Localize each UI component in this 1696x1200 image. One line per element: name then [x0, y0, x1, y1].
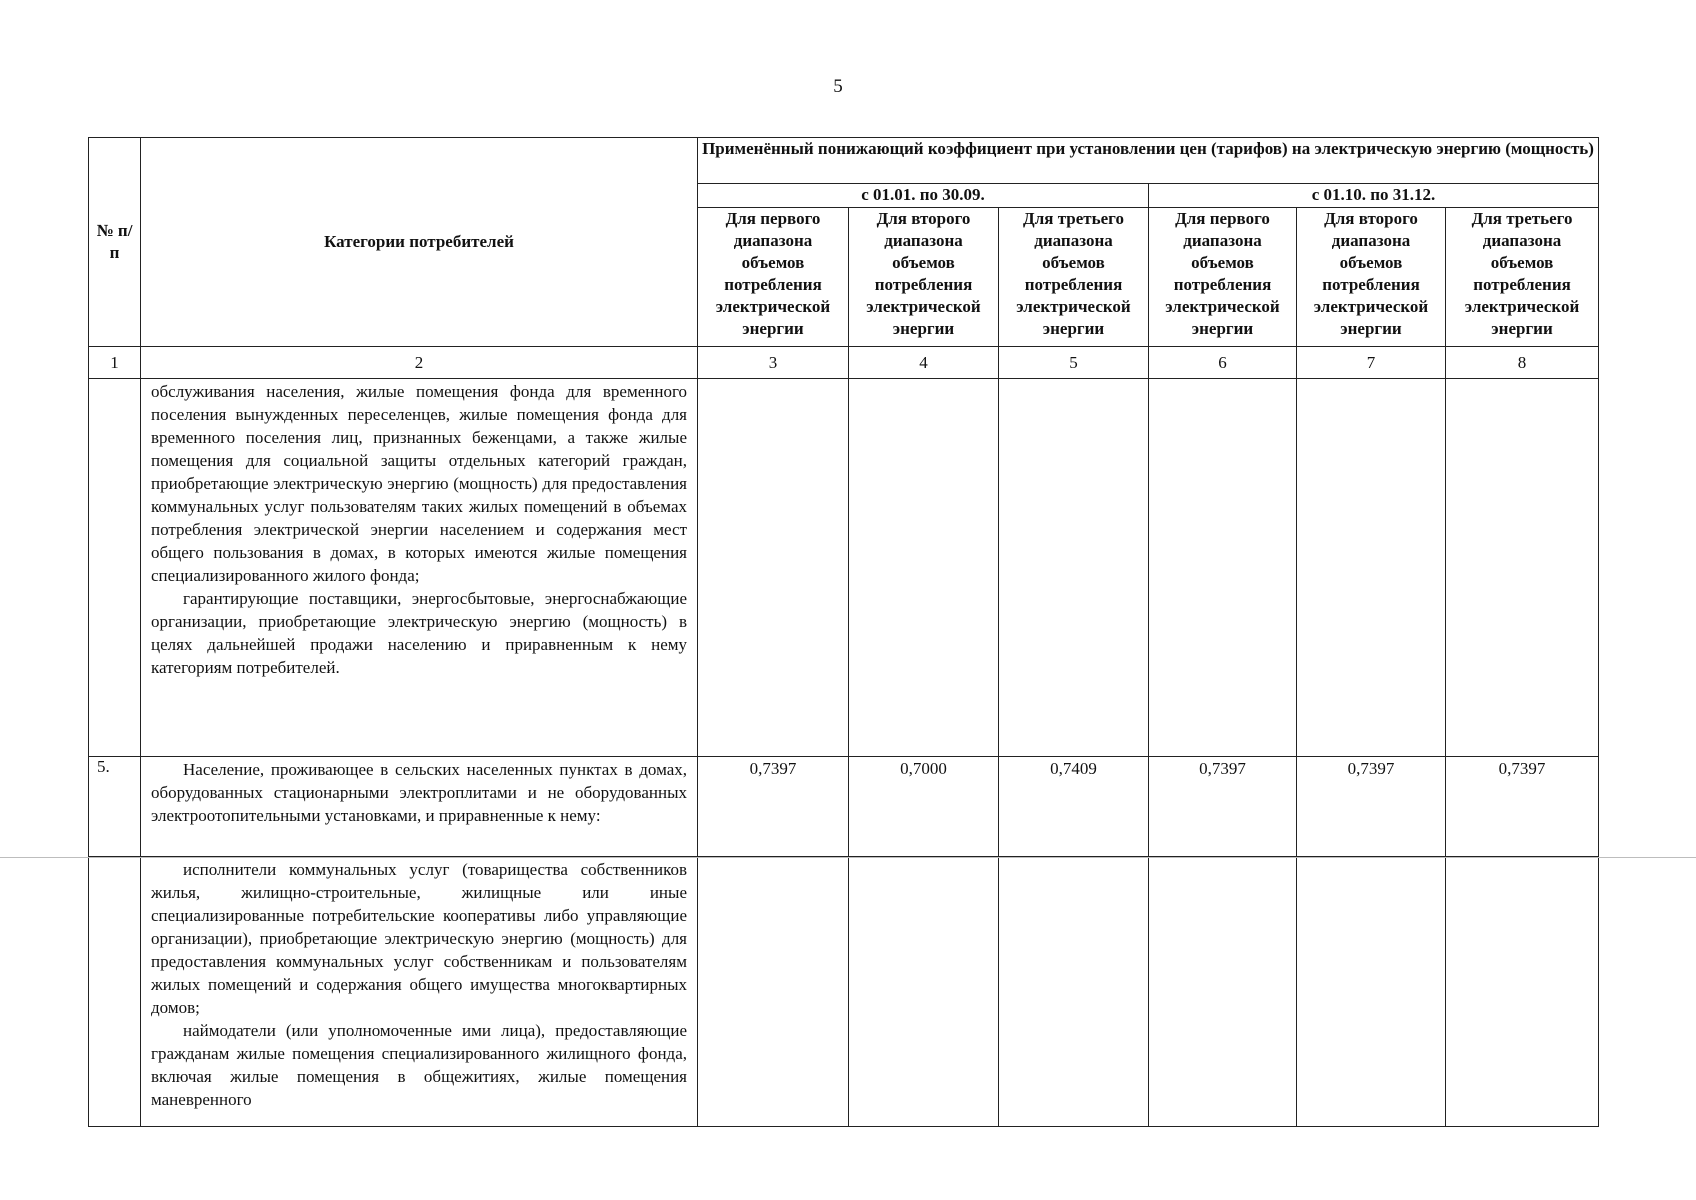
coefficient-cell [849, 857, 999, 1127]
table-row [89, 857, 1599, 1127]
coefficient-cell: 0,7397 [698, 757, 849, 857]
column-number-row [89, 347, 1599, 379]
column-number: 8 [1446, 347, 1599, 379]
category-paragraph: наймодатели (или уполномоченные ими лица), предоставляющие гражданам жилые помещения специализированного жилищного фонда, включая жилые помещения в общежитиях, жилые помещения маневренного [151, 1021, 687, 1109]
header-range-2-p2: Для второго диапазона объемов потребления электрической энергии [1297, 208, 1446, 347]
header-range-3-p2: Для третьего диапазона объемов потребления электрической энергии [1446, 208, 1599, 347]
column-number: 2 [141, 347, 698, 379]
header-range-3-p1: Для третьего диапазона объемов потребления электрической энергии [999, 208, 1149, 347]
page-number: 5 [833, 76, 843, 97]
row-index [89, 379, 141, 757]
coefficient-cell [849, 379, 999, 757]
table-row [89, 757, 1599, 857]
coefficient-cell [999, 857, 1149, 1127]
header-range-2-p1: Для второго диапазона объемов потребления электрической энергии [849, 208, 999, 347]
coefficient-cell: 0,7397 [1297, 757, 1446, 857]
column-number: 4 [849, 347, 999, 379]
column-number: 1 [89, 347, 141, 379]
header-period-2: с 01.10. по 31.12. [1149, 184, 1599, 208]
coefficient-cell [1446, 379, 1599, 757]
category-paragraph: гарантирующие поставщики, энергосбытовые, энергоснабжающие организации, приобретающие электрическую энергию (мощность) в целях дальнейшей продажи населению и приравненным к нему категориям потребителей. [151, 589, 687, 677]
row-category [141, 757, 698, 857]
coefficient-cell: 0,7409 [999, 757, 1149, 857]
scan-artifact-line [0, 857, 1696, 858]
column-number: 6 [1149, 347, 1297, 379]
row-category [141, 857, 698, 1127]
category-paragraph: исполнители коммунальных услуг (товарищества собственников жилья, жилищно-строительные, жилищные или иные специализированные потребительские кооперативы либо управляющие организации), приобретающие электрическую энергию (мощность) для предоставления коммунальных услуг собственникам и пользователям жилых помещений и содержания общего имущества многоквартирных домов; [151, 860, 687, 1017]
category-paragraph: Население, проживающее в сельских населенных пунктах в домах, оборудованных стационарными электроплитами и не оборудованных электроотопительными установками, и приравненные к нему: [151, 760, 687, 825]
header-coefficient-group: Применённый понижающий коэффициент при установлении цен (тарифов) на электрическую энергию (мощность) [698, 138, 1599, 184]
coefficient-cell: 0,7000 [849, 757, 999, 857]
row-index: 5. [89, 757, 141, 857]
coefficient-cell [1149, 857, 1297, 1127]
tariff-coefficient-table [88, 137, 1599, 1127]
coefficient-cell: 0,7397 [1446, 757, 1599, 857]
table-row [89, 379, 1599, 757]
header-index: № п/п [89, 138, 141, 347]
row-category [141, 379, 698, 757]
coefficient-cell [698, 857, 849, 1127]
row-index [89, 857, 141, 1127]
coefficient-cell [999, 379, 1149, 757]
header-period-1: с 01.01. по 30.09. [698, 184, 1149, 208]
category-paragraph: обслуживания населения, жилые помещения фонда для временного поселения вынужденных переселенцев, жилые помещения фонда для временного поселения лиц, признанных беженцами, а также жилые помещения для социальной защиты отдельных категорий граждан, приобретающие электрическую энергию (мощность) для предоставления коммунальных услуг пользователям таких жилых помещений в объемах потребления электрической энергии населением и содержания мест общего пользования в домах, в которых имеются жилые помещения специализированного жилого фонда; [151, 382, 687, 585]
coefficient-cell [698, 379, 849, 757]
header-range-1-p1: Для первого диапазона объемов потребления электрической энергии [698, 208, 849, 347]
column-number: 7 [1297, 347, 1446, 379]
header-range-1-p2: Для первого диапазона объемов потребления электрической энергии [1149, 208, 1297, 347]
coefficient-cell: 0,7397 [1149, 757, 1297, 857]
coefficient-cell [1149, 379, 1297, 757]
coefficient-cell [1297, 379, 1446, 757]
column-number: 5 [999, 347, 1149, 379]
coefficient-cell [1446, 857, 1599, 1127]
column-number: 3 [698, 347, 849, 379]
header-category: Категории потребителей [141, 138, 698, 347]
coefficient-cell [1297, 857, 1446, 1127]
